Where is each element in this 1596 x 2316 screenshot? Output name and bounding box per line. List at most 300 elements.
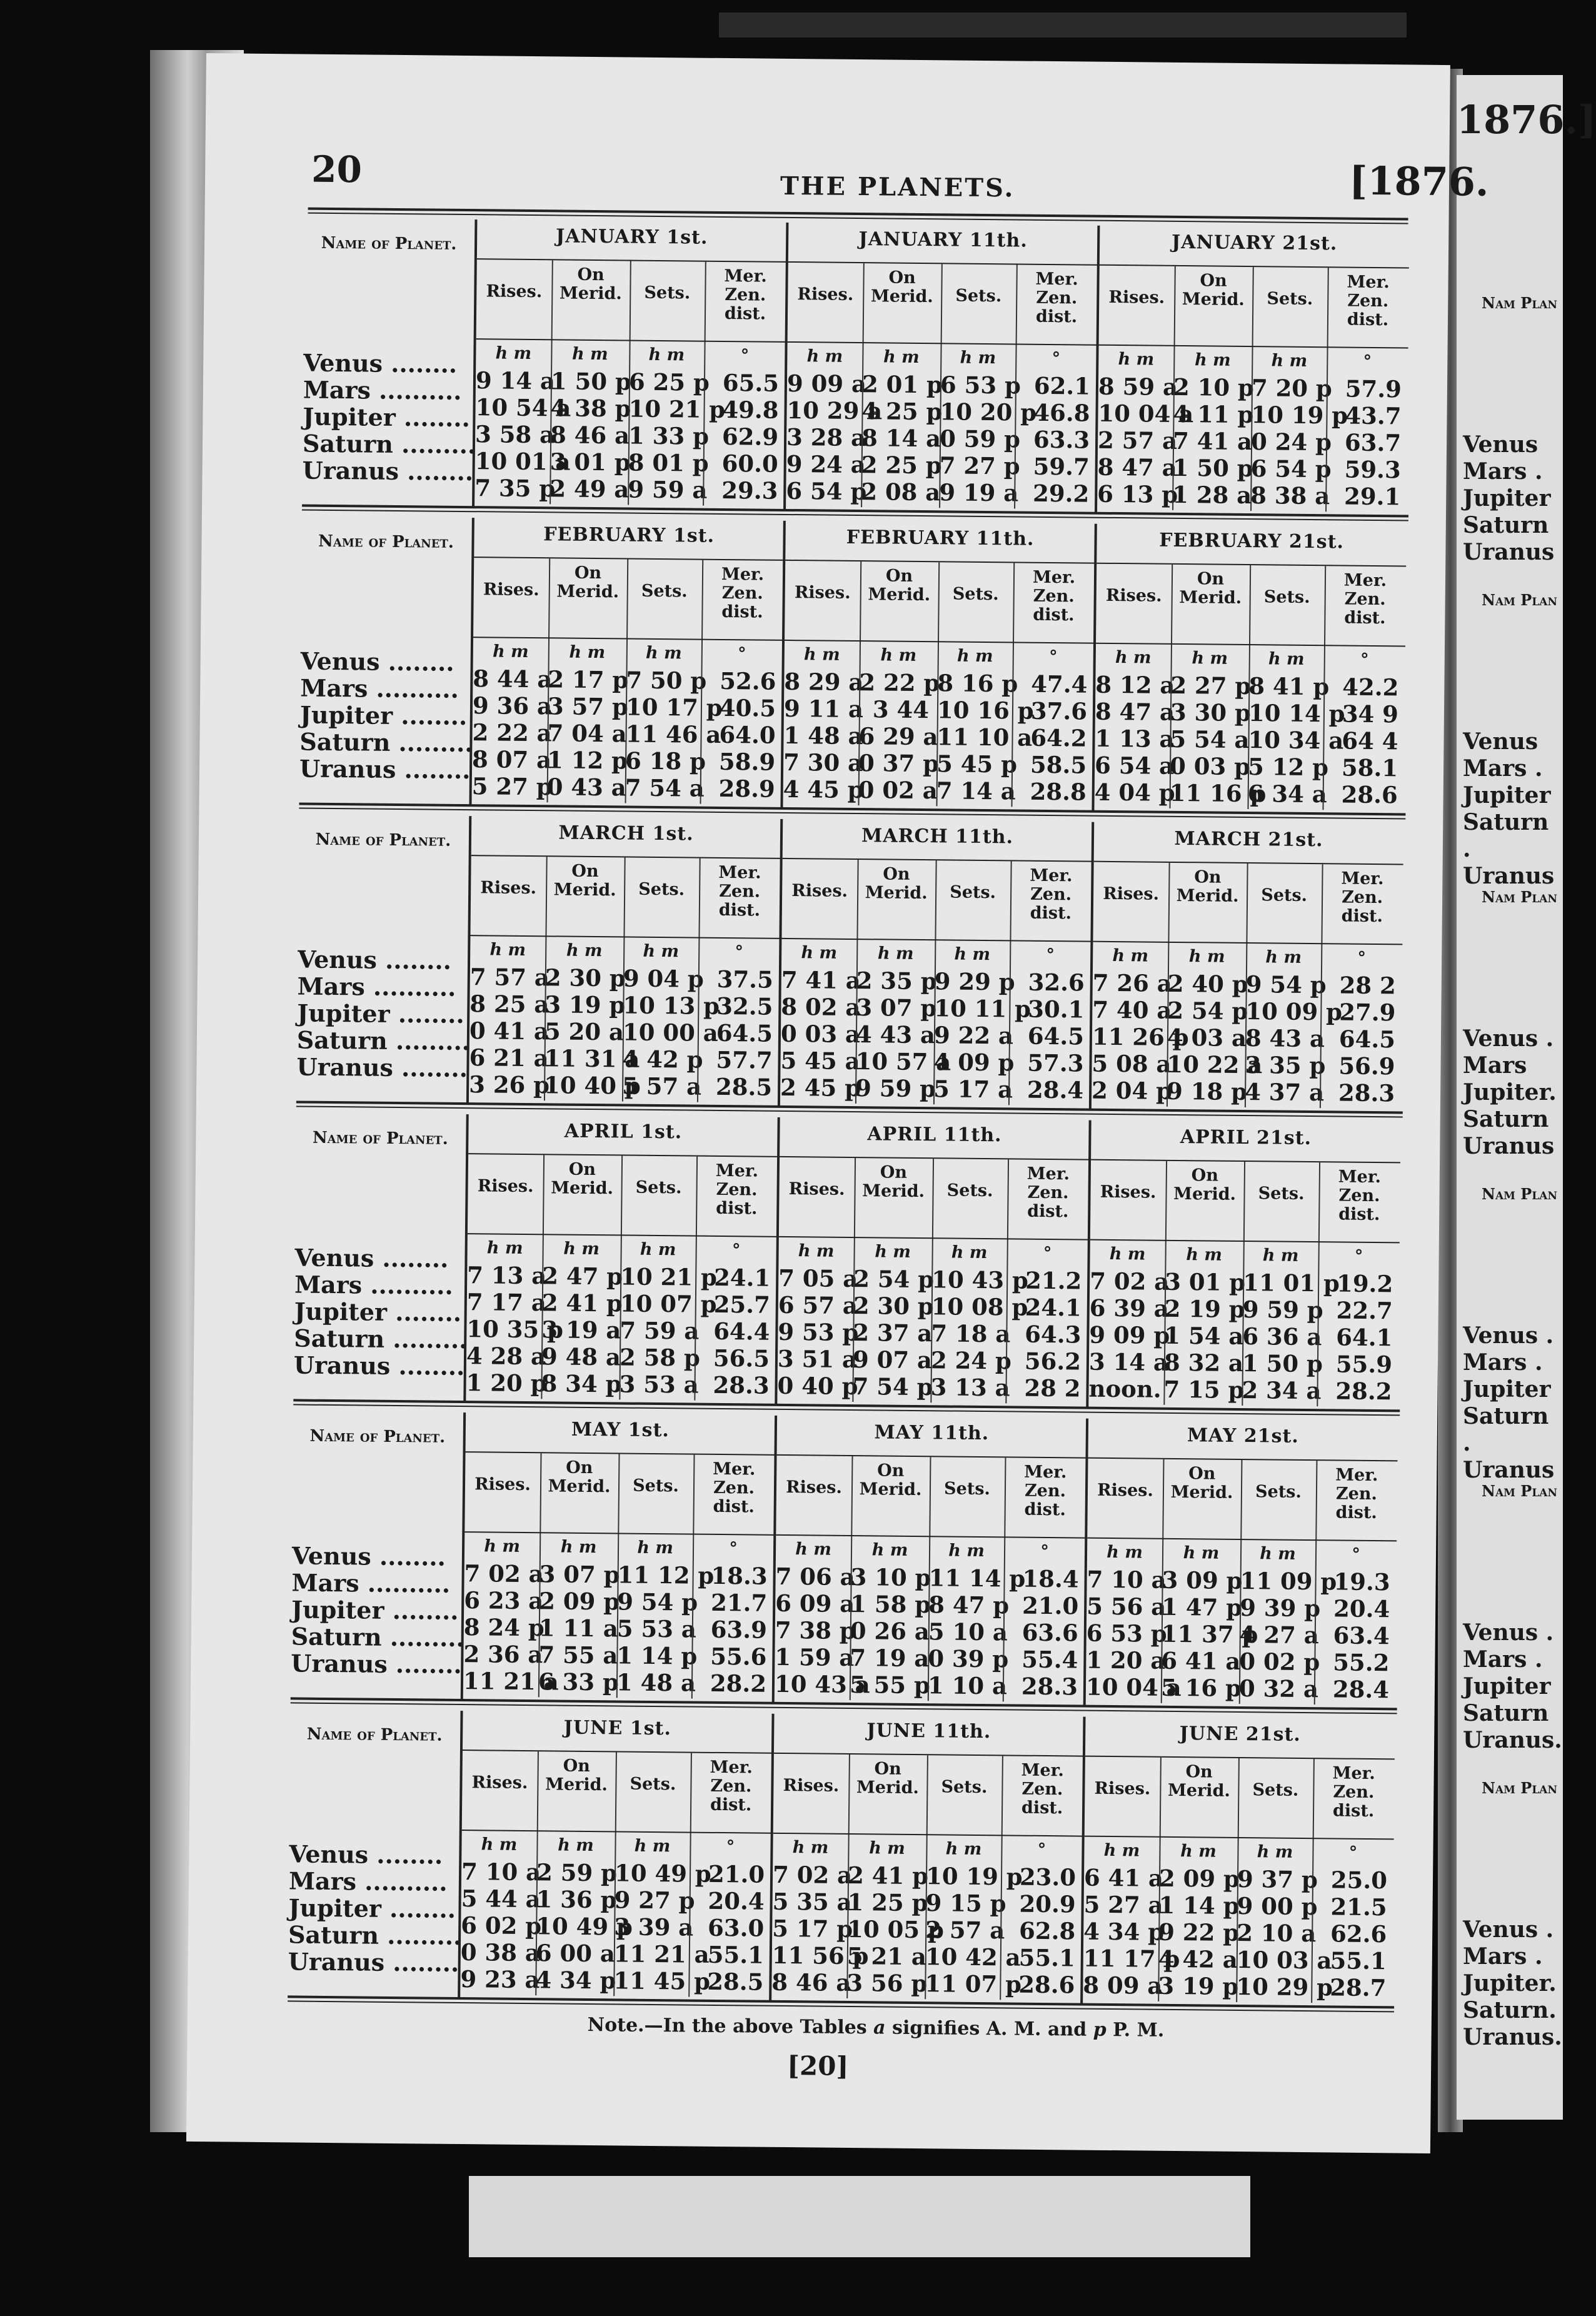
planet-name: Saturn .........: [294, 1324, 468, 1354]
rule: [464, 1531, 774, 1536]
unit-label: h m: [486, 1238, 523, 1258]
rule: [1090, 1239, 1400, 1244]
rule: [468, 1233, 777, 1237]
table-cell: 3 19 a: [541, 1316, 621, 1344]
column-header: Mer. Zen. dist.: [1341, 868, 1384, 927]
unit-label: h m: [803, 645, 840, 665]
column-values: [1247, 672, 1345, 808]
column-header: Sets.: [1261, 885, 1308, 905]
table-cell: 63.6: [1021, 1618, 1079, 1647]
table-cell: 32.6: [1028, 968, 1085, 997]
month-group: [778, 819, 1092, 1110]
table-cell: 5 17 a: [933, 1075, 1013, 1104]
table-cell: 7 27 p: [939, 451, 1020, 480]
table-cell: 9 14 a: [475, 366, 556, 395]
table-cell: 1 25 p: [847, 1888, 928, 1917]
table-cell: 11 31 a: [544, 1044, 640, 1073]
table-cell: 20.4: [708, 1886, 765, 1915]
unit-label: h m: [956, 646, 993, 667]
planet-name: Uranus ........: [296, 1052, 468, 1083]
table-cell: 58.9: [718, 747, 776, 776]
table-cell: 2 47 p: [542, 1262, 623, 1291]
rule: [774, 1753, 1083, 1757]
table-cell: 63.0: [707, 1913, 765, 1942]
table-cell: 9 36 a: [472, 692, 553, 720]
table-cell: 10 57 a: [855, 1047, 951, 1076]
table-cell: 4 28 a: [466, 1342, 546, 1371]
table-cell: 58.1: [1341, 753, 1398, 782]
table-cell: 28.9: [718, 774, 775, 803]
table-cell: 4 09 p: [933, 1048, 1015, 1077]
column-header: Mer. Zen. dist.: [1024, 1462, 1067, 1520]
table-cell: 8 14 a: [861, 424, 941, 453]
table-cell: 5 12 p: [1247, 753, 1329, 782]
column-values: [933, 967, 1031, 1104]
unit-label: h m: [640, 1239, 676, 1260]
table-cell: 55.6: [710, 1642, 767, 1671]
table-cell: 4 37 a: [1244, 1078, 1325, 1107]
table-cell: 1 50 p: [1242, 1349, 1323, 1378]
table-cell: 21.5: [1330, 1893, 1387, 1921]
table-cell: 1 20 a: [1086, 1646, 1166, 1674]
table-cell: 7 20 p: [1251, 374, 1333, 403]
unit-label: h m: [1180, 1841, 1217, 1861]
column-values: [688, 1861, 765, 1996]
rule: [470, 935, 780, 939]
column-values: [1325, 375, 1402, 510]
footnote-mid: signifies A. M. and: [891, 2016, 1087, 2041]
rule: [1097, 563, 1406, 567]
footnote-end: P. M.: [1112, 2019, 1165, 2042]
name-of-planet-header: Name of Planet.: [312, 1128, 448, 1149]
table-cell: 55.1: [1018, 1943, 1076, 1972]
table-cell: 28 2: [1024, 1374, 1081, 1402]
unit-label: h m: [495, 343, 532, 364]
table-cell: 4 03 a: [1167, 1023, 1247, 1052]
rule: [1085, 1756, 1395, 1760]
table-cell: 55.1: [1330, 1946, 1387, 1975]
column-header: On Merid.: [1167, 1762, 1230, 1801]
table-cell: 9 59 p: [1242, 1296, 1323, 1324]
column-header: Sets.: [633, 1476, 680, 1496]
table-cell: 63.4: [1333, 1621, 1390, 1650]
month-block: [293, 1112, 1402, 1417]
column-header: Mer. Zen. dist.: [1030, 865, 1073, 924]
column-values: [1250, 374, 1348, 510]
table-cell: 7 06 a: [775, 1562, 855, 1591]
rule: [462, 1830, 771, 1834]
table-cell: 10 20 p: [940, 398, 1037, 426]
table-cell: 5 55 p: [849, 1670, 931, 1699]
column-values: [1236, 1865, 1333, 2001]
month-group: [461, 1412, 775, 1703]
table-cell: 3 07 p: [856, 994, 937, 1022]
table-cell: 28.3: [1338, 1079, 1395, 1107]
planet-name: Saturn .........: [302, 429, 476, 460]
unit-label: h m: [1268, 649, 1305, 669]
column-values: [1005, 1267, 1082, 1402]
unit-label: °: [737, 644, 746, 664]
planet-name: Uranus ........: [291, 1649, 462, 1679]
planet-name: Uranus ........: [302, 456, 474, 486]
column-values: [852, 1265, 935, 1401]
rule: [1087, 1538, 1397, 1542]
name-of-planet-header: Name of Planet.: [315, 830, 451, 850]
table-cell: 1 59 a: [775, 1643, 855, 1672]
unit-label: °: [1043, 1243, 1052, 1264]
unit-label: °: [740, 346, 750, 366]
table-cell: 64.5: [1027, 1022, 1085, 1050]
month-group: [775, 1117, 1089, 1408]
column-header: On Merid.: [859, 1461, 922, 1500]
month-group: [458, 1711, 772, 2001]
unit-label: °: [1040, 1541, 1049, 1562]
month-group: [772, 1416, 1087, 1706]
table-cell: 7 13 a: [467, 1261, 547, 1290]
month-title: JANUARY 21st.: [1171, 231, 1338, 255]
table-cell: 0 39 p: [928, 1644, 1009, 1673]
column-header: Rises.: [471, 1773, 528, 1793]
table-cell: 5 44 a: [461, 1885, 541, 1913]
table-cell: 5 45 a: [780, 1046, 860, 1075]
table-cell: 7 50 p: [626, 666, 707, 695]
unit-label: h m: [954, 944, 991, 965]
unit-label: °: [729, 1539, 738, 1559]
table-cell: 2 45 p: [780, 1073, 861, 1102]
unit-label: h m: [869, 1838, 905, 1858]
rule: [1085, 1836, 1394, 1840]
table-cell: 7 10 a: [461, 1858, 541, 1886]
column-header: Mer. Zen. dist.: [1335, 1465, 1378, 1523]
table-cell: 9 59 a: [628, 475, 708, 504]
table-cell: 9 54 p: [617, 1588, 698, 1616]
table-cell: 7 41 a: [1172, 426, 1253, 456]
column-header: Mer. Zen. dist.: [718, 862, 761, 920]
table-cell: 11 09 p: [1240, 1566, 1337, 1596]
page-number: 20: [311, 148, 363, 191]
unit-label: °: [1037, 1840, 1046, 1860]
table-cell: 28.2: [1335, 1377, 1392, 1406]
table-cell: 28.3: [1021, 1672, 1078, 1701]
name-of-planet-header: Name of Planet.: [306, 1724, 443, 1745]
table-cell: 55.4: [1021, 1645, 1078, 1674]
unit-label: h m: [1194, 350, 1231, 370]
table-cell: 64.2: [1030, 723, 1087, 752]
facing-planet-names: [1463, 728, 1563, 890]
table-cell: 18.4: [1022, 1564, 1079, 1593]
table-cell: 24.1: [1025, 1293, 1082, 1322]
column-header: Rises.: [783, 1775, 840, 1796]
table-cell: 7 04 a: [547, 719, 627, 748]
table-cell: 11 16 p: [1169, 778, 1267, 808]
planet-names: [291, 1541, 465, 1679]
column-header: Rises.: [1103, 884, 1160, 904]
facing-planet-name: Jupiter.: [1463, 1079, 1557, 1105]
table-cell: 7 14 a: [936, 777, 1016, 805]
column-header: Mer. Zen. dist.: [1032, 567, 1076, 625]
table-cell: 3 35 p: [1245, 1051, 1326, 1080]
column-values: [1091, 969, 1189, 1105]
month-title: MAY 11th.: [874, 1421, 990, 1445]
table-cell: 28.3: [713, 1371, 770, 1399]
table-cell: 0 43 a: [546, 773, 626, 802]
table-cell: 25.7: [713, 1290, 771, 1319]
facing-page-year: 1876.]: [1457, 97, 1596, 143]
table-cell: 2 58 p: [619, 1343, 701, 1372]
rule: [466, 1451, 775, 1456]
table-cell: 18.3: [711, 1561, 768, 1590]
column-header: On Merid.: [870, 268, 933, 307]
table-cell: 1 14 p: [616, 1641, 698, 1670]
column-header: Rises.: [1094, 1778, 1151, 1799]
table-cell: 6 09 a: [775, 1589, 855, 1618]
table-cell: 8 12 a: [1095, 670, 1175, 699]
facing-page: [1457, 75, 1596, 2120]
unit-label: h m: [795, 1539, 832, 1559]
table-cell: 8 25 a: [469, 990, 550, 1019]
facing-planet-name: Mars: [1463, 1052, 1527, 1079]
unit-label: °: [1360, 650, 1369, 670]
footnote-prefix: Note.—In the above Tables: [587, 2013, 867, 2039]
column-values: [777, 1264, 859, 1401]
table-cell: 10 03 a: [1236, 1945, 1332, 1975]
table-cell: 9 54 p: [1245, 970, 1327, 999]
table-cell: 5 56 a: [1087, 1592, 1167, 1621]
column-values: [1085, 1565, 1182, 1702]
table-cell: 2 10 p: [1173, 373, 1255, 402]
table-cell: 9 04 p: [623, 964, 704, 993]
table-cell: 1 20 p: [466, 1369, 547, 1397]
table-cell: 3 19 p: [1158, 1971, 1239, 2000]
facing-planet-names: [1463, 431, 1554, 566]
column-header: Mer. Zen. dist.: [1343, 570, 1387, 628]
unit-label: h m: [634, 1836, 671, 1856]
column-values: [1314, 1568, 1390, 1703]
column-header: On Merid.: [1182, 271, 1245, 310]
column-values: [858, 668, 940, 805]
table-cell: 0 03 a: [780, 1019, 861, 1049]
column-values: [538, 1560, 620, 1696]
column-header: Rises.: [477, 1176, 534, 1197]
unit-label: h m: [563, 1239, 600, 1259]
unit-label: h m: [871, 1540, 908, 1560]
column-header: On Merid.: [553, 861, 616, 900]
table-cell: 55.9: [1335, 1350, 1393, 1379]
column-values: [466, 1261, 564, 1397]
facing-planet-name: Saturn .: [1463, 809, 1549, 862]
table-cell: 29.2: [1032, 479, 1090, 508]
table-cell: 4 04 p: [1094, 778, 1175, 807]
table-cell: 7 54 p: [852, 1372, 933, 1401]
column-header: Mer. Zen. dist.: [710, 1757, 753, 1815]
table-cell: 64.1: [1336, 1323, 1393, 1352]
rule: [777, 1454, 1087, 1459]
planet-names: [293, 1243, 468, 1381]
column-values: [927, 1564, 1026, 1700]
table-cell: 11 01 p: [1242, 1269, 1340, 1297]
table-cell: 37.5: [716, 965, 774, 994]
rule: [773, 1833, 1083, 1837]
column-header: Rises.: [1097, 1480, 1153, 1501]
column-header: Mer. Zen. dist.: [724, 266, 767, 324]
planet-name: Saturn .........: [296, 1025, 471, 1056]
page-title: THE PLANETS.: [780, 171, 1015, 203]
table-cell: 4 45 p: [783, 775, 864, 804]
month-group: [783, 223, 1098, 513]
table-cell: 1 50 p: [550, 367, 632, 396]
facing-name-header: Nam Plan: [1482, 294, 1558, 312]
month-group: [1092, 524, 1406, 815]
table-cell: 7 10 a: [1087, 1565, 1167, 1594]
column-header: Sets.: [1252, 1780, 1299, 1800]
planet-name: Jupiter ........: [288, 1893, 456, 1923]
column-header: On Merid.: [856, 1759, 919, 1798]
footnote-p: p: [1093, 2018, 1107, 2041]
planet-name: Mars ..........: [303, 375, 462, 405]
unit-label: h m: [1112, 945, 1149, 966]
table-cell: 10 13 p: [623, 991, 720, 1020]
table-cell: 2 19 p: [1164, 1294, 1245, 1324]
table-cell: 64.4: [713, 1317, 770, 1346]
unit-label: h m: [1103, 1840, 1140, 1861]
table-cell: 2 04 p: [1091, 1076, 1173, 1105]
table-cell: 0 26 a: [850, 1617, 930, 1646]
month-title: JUNE 21st.: [1179, 1723, 1301, 1746]
table-cell: 9 48 a: [541, 1342, 621, 1371]
column-header: Rises.: [797, 284, 854, 305]
month-title: JANUARY 11th.: [858, 228, 1028, 252]
table-cell: 3 01 p: [550, 448, 631, 476]
table-cell: 2 01 p: [861, 370, 943, 399]
table-cell: 10 34 a: [1248, 726, 1344, 755]
column-values: [930, 1266, 1029, 1402]
unit-label: h m: [1265, 947, 1302, 967]
table-cell: 8 38 a: [1250, 481, 1330, 510]
rule: [476, 338, 786, 343]
facing-planet-name: Mars .: [1463, 1349, 1543, 1376]
facing-name-header: Nam Plan: [1482, 1185, 1558, 1203]
table-cell: 4 38 p: [550, 394, 631, 423]
table-cell: 2 37 a: [853, 1319, 933, 1347]
table-cell: 8 44 a: [473, 665, 553, 693]
table-cell: 9 24 a: [786, 450, 866, 479]
planet-name: Uranus ........: [293, 1351, 465, 1381]
table-cell: 6 00 a: [535, 1939, 616, 1968]
column-values: [1003, 1565, 1079, 1700]
column-values: [1242, 1269, 1340, 1405]
planet-names: [299, 647, 473, 785]
column-header: On Merid.: [1173, 1166, 1237, 1204]
table-cell: 6 34 a: [1247, 780, 1327, 808]
rule: [785, 640, 1094, 644]
table-cell: 0 32 a: [1238, 1674, 1319, 1703]
table-cell: 62.1: [1033, 371, 1091, 400]
unit-label: h m: [798, 1241, 835, 1261]
planet-name: Venus ........: [291, 1541, 446, 1571]
table-cell: 43.7: [1345, 401, 1402, 430]
table-cell: 10 11 p: [934, 994, 1031, 1023]
table-cell: 3 13 a: [930, 1373, 1010, 1402]
table-cell: 7 40 a: [1092, 995, 1172, 1024]
table-cell: 9 22 p: [1158, 1918, 1240, 1946]
table-cell: 10 17 p: [625, 693, 723, 722]
table-cell: 10 19 p: [925, 1862, 1023, 1891]
column-header: Mer. Zen. dist.: [1338, 1167, 1382, 1225]
column-values: [1160, 1566, 1258, 1703]
month-group: [1080, 1717, 1395, 2008]
column-header: Mer. Zen. dist.: [1035, 269, 1078, 327]
table-cell: 10 14 p: [1248, 699, 1345, 728]
planet-names: [288, 1840, 462, 1978]
column-header: On Merid.: [559, 264, 622, 304]
month-title: FEBRUARY 1st.: [543, 523, 715, 547]
unit-label: h m: [645, 643, 682, 663]
table-cell: 64.0: [719, 720, 776, 749]
column-values: [1320, 972, 1396, 1107]
table-cell: 6 21 a: [469, 1044, 549, 1072]
unit-label: h m: [637, 1538, 674, 1558]
column-header: Sets.: [950, 882, 996, 903]
column-header: Rises.: [1108, 287, 1165, 308]
planet-name: Mars ..........: [291, 1568, 451, 1598]
facing-planet-names: [1463, 1025, 1557, 1160]
table-cell: 5 27 a: [1083, 1890, 1163, 1919]
name-of-planet-header: Name of Planet.: [309, 1426, 446, 1447]
column-values: [697, 966, 773, 1101]
table-cell: 10 49 p: [614, 1859, 711, 1888]
facing-planet-name: Jupiter: [1463, 782, 1551, 808]
column-header: Sets.: [952, 584, 999, 605]
table-cell: 10 42 a: [925, 1943, 1021, 1971]
table-cell: 2 49 a: [550, 475, 630, 503]
table-cell: 5 10 a: [928, 1618, 1008, 1646]
table-cell: 57.9: [1345, 375, 1402, 403]
unit-label: °: [731, 1241, 741, 1261]
table-cell: 3 56 p: [846, 1968, 928, 1998]
facing-name-header: Nam Plan: [1482, 591, 1558, 609]
name-of-planet-header: Name of Planet.: [321, 233, 457, 254]
unit-label: h m: [1257, 1842, 1293, 1862]
table-cell: 3 57 p: [547, 692, 629, 721]
unit-label: °: [1348, 1843, 1358, 1863]
table-cell: 64.3: [1025, 1320, 1082, 1349]
name-of-planet-header: Name of Planet.: [318, 531, 454, 552]
month-block: [296, 814, 1405, 1119]
column-values: [468, 963, 550, 1099]
column-values: [474, 366, 571, 503]
table-cell: 10 40 p: [543, 1071, 641, 1100]
table-cell: 2 54 p: [853, 1265, 935, 1294]
column-header: Sets.: [641, 581, 688, 602]
table-cell: 9 11 a: [783, 694, 864, 723]
table-cell: 47.4: [1031, 670, 1088, 698]
table-cell: 1 36 p: [536, 1885, 617, 1914]
table-cell: 6 57 a: [778, 1291, 858, 1320]
table-cell: 10 07 p: [620, 1289, 717, 1318]
column-header: Sets.: [1255, 1482, 1302, 1502]
column-header: Mer. Zen. dist.: [713, 1459, 756, 1517]
table-cell: 64.5: [716, 1019, 773, 1047]
table-cell: 10 00 a: [622, 1018, 718, 1047]
table-cell: 3 19 p: [545, 990, 626, 1019]
column-values: [1244, 970, 1343, 1107]
table-cell: 8 09 a: [1083, 1971, 1163, 2000]
footnote-a: a: [873, 2016, 886, 2039]
facing-planet-name: Mars .: [1463, 1646, 1543, 1673]
rule: [1088, 1458, 1397, 1462]
facing-planet-names: [1463, 1619, 1562, 1754]
table-cell: 8 46 a: [771, 1968, 851, 1997]
